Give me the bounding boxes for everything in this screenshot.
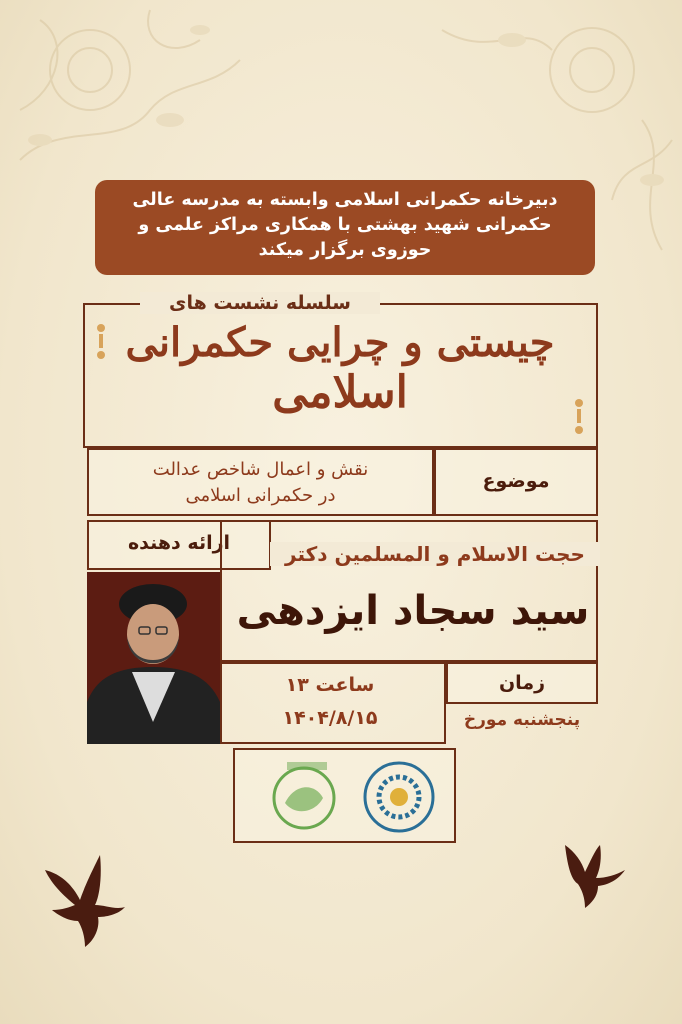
- organizer-banner: [95, 180, 595, 275]
- organizer-line-2: حکمرانی شهید بهشتی با همکاری مراکز علمی و: [138, 215, 552, 235]
- main-title-line-1: چیستی و چرایی حکمرانی: [125, 319, 555, 366]
- dove-right-icon: [560, 840, 630, 910]
- topic-line-1: نقش و اعمال شاخص عدالت: [152, 459, 369, 480]
- organizer-line-1: دبیرخانه حکمرانی اسلامی وابسته به مدرسه عالی: [132, 190, 558, 210]
- presenter-name: سید سجاد ایزدهی: [236, 588, 590, 634]
- governance-school-logo: [265, 758, 343, 836]
- topic-label-box: [434, 448, 598, 516]
- association-logo: [360, 758, 438, 836]
- floral-ornament-top-left: [0, 0, 250, 210]
- schedule-label: زمان: [498, 672, 546, 694]
- presenter-photo: [87, 572, 220, 744]
- presenter-label: ارائه دهنده: [127, 532, 231, 554]
- series-label: سلسله نشست های: [140, 292, 380, 314]
- main-title-line-2: اسلامی: [272, 367, 408, 418]
- presenter-portrait-image: [87, 572, 220, 744]
- presenter-title: حجت الاسلام و المسلمین دکتر: [270, 542, 600, 566]
- schedule-label-box: [446, 662, 598, 704]
- schedule-day: پنجشنبه مورخ: [463, 710, 581, 730]
- schedule-time: ساعت ۱۳: [285, 674, 375, 696]
- topic-line-2: در حکمرانی اسلامی: [185, 485, 336, 506]
- schedule-date: ۱۴۰۴/۸/۱۵: [282, 707, 378, 729]
- dove-left-icon: [40, 855, 130, 950]
- topic-box: [87, 448, 434, 516]
- ornament-right-icon: [570, 395, 588, 440]
- topic-label: موضوع: [482, 470, 550, 492]
- ornament-left-icon: [92, 320, 110, 365]
- topic-text: [89, 457, 432, 509]
- organizer-line-3: حوزوی برگزار میکند: [258, 240, 432, 260]
- logos-box: [233, 748, 456, 843]
- main-title: [100, 318, 580, 418]
